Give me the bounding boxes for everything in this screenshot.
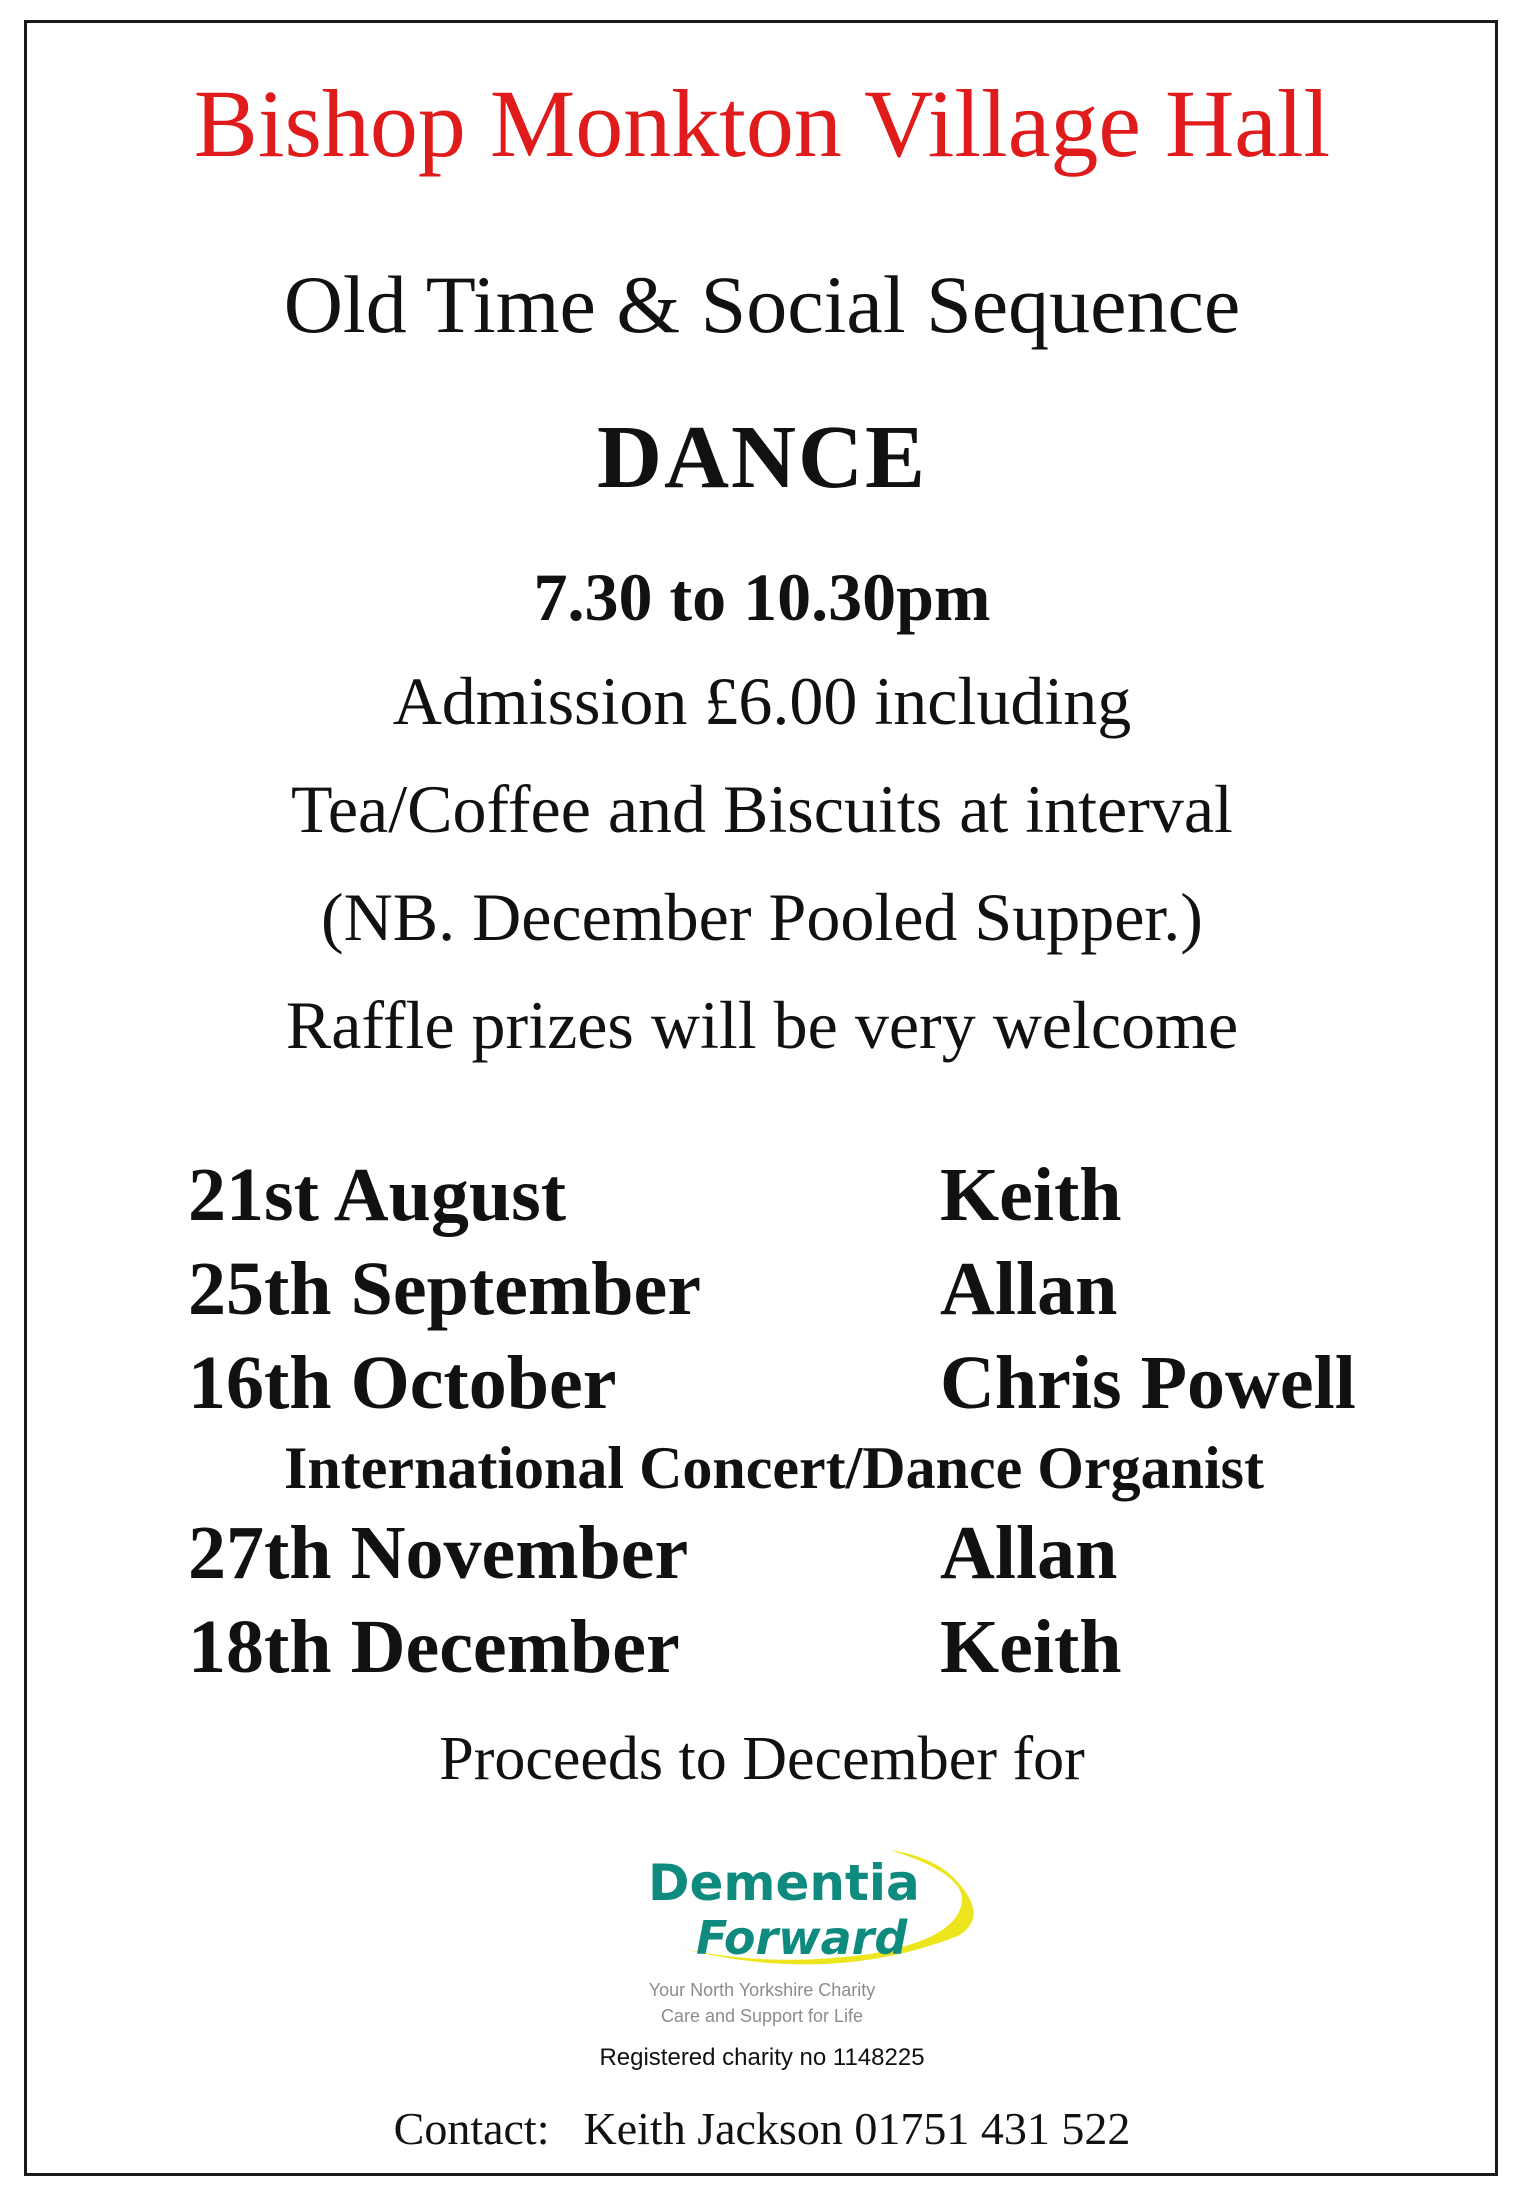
schedule-row xyxy=(0,1604,1524,1698)
proceeds-text: Proceeds to December for xyxy=(439,1725,1085,1793)
dance-schedule xyxy=(0,1152,1524,1698)
logo-word-dementia: Dementia xyxy=(648,1854,920,1912)
admission-text: Admission £6.00 including xyxy=(392,663,1132,739)
event-time: 7.30 to 10.30pm xyxy=(533,559,991,635)
charity-registration: Registered charity no 1148225 xyxy=(599,2044,925,2071)
schedule-row xyxy=(0,1246,1524,1340)
raffle-text: Raffle prizes will be very welcome xyxy=(285,987,1239,1063)
schedule-caller: Allan xyxy=(940,1511,1118,1595)
charity-tagline-2: Care and Support for Life xyxy=(660,2006,864,2026)
schedule-row xyxy=(0,1152,1524,1246)
schedule-date: 25th September xyxy=(188,1247,701,1331)
schedule-row xyxy=(0,1340,1524,1434)
schedule-caller: Keith xyxy=(940,1153,1122,1237)
schedule-date: 18th December xyxy=(188,1605,680,1689)
organist-note: International Concert/Dance Organist xyxy=(284,1435,1264,1501)
refreshments-text: Tea/Coffee and Biscuits at interval xyxy=(291,771,1233,847)
poster-title: Bishop Monkton Village Hall xyxy=(193,70,1331,177)
contact-line xyxy=(0,2102,1524,2155)
dementia-forward-logo xyxy=(640,1836,1010,2004)
schedule-row xyxy=(0,1510,1524,1604)
schedule-date: 21st August xyxy=(188,1153,566,1237)
logo-word-forward: Forward xyxy=(696,1911,908,1965)
contact-value: Keith Jackson 01751 431 522 xyxy=(583,2103,1131,2154)
schedule-caller: Allan xyxy=(940,1247,1118,1331)
contact-label: Contact: xyxy=(393,2103,550,2154)
schedule-caller: Keith xyxy=(940,1605,1122,1689)
schedule-date: 16th October xyxy=(188,1341,617,1425)
schedule-caller: Chris Powell xyxy=(940,1341,1356,1425)
event-heading: DANCE xyxy=(596,408,927,507)
supper-note: (NB. December Pooled Supper.) xyxy=(321,879,1203,955)
poster-subtitle: Old Time & Social Sequence xyxy=(283,259,1241,350)
charity-tagline: Your North Yorkshire Charity xyxy=(648,1980,876,2000)
schedule-date: 27th November xyxy=(188,1511,689,1595)
